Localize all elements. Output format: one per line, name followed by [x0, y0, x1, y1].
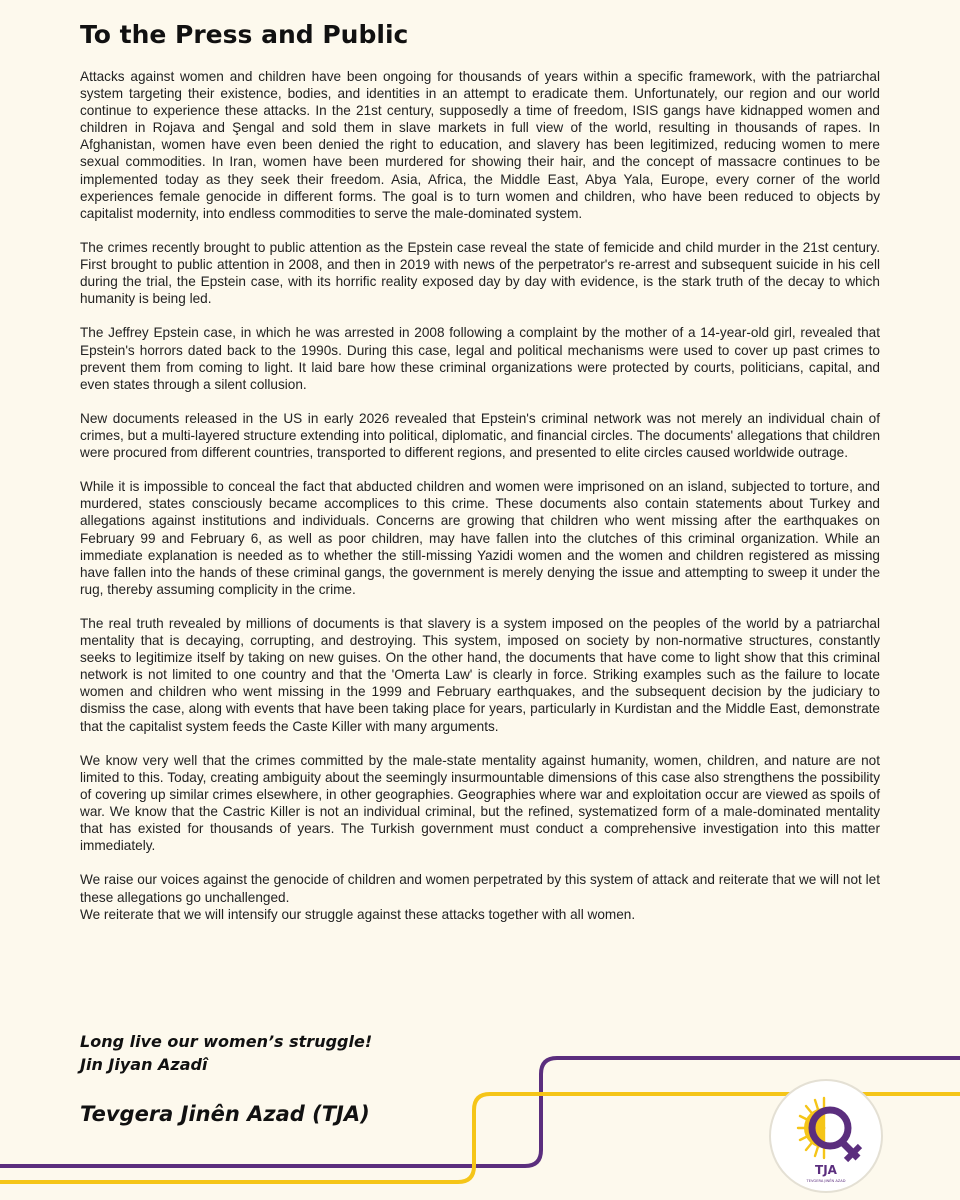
slogans — [80, 1030, 372, 1076]
slogan-struggle: Long live our women’s struggle! — [80, 1032, 373, 1051]
paragraph-6: The real truth revealed by millions of documents is that slavery is a system imposed on the peoples of the world by a patriarchal mentality that is decaying, corrupting, and destroying. This system, imposed on society by non-normative structures, constantly seeks to legitimize itself by taking on new guises. On the other hand, the documents that have come to light show that this criminal network is not limited to one country and that the 'Omerta Law' is clearly in force. Striking examples such as the failure to locate women and children who went missing in the 1999 and February earthquakes, and the subsequent decision by the judiciary to dismiss the case, along with events that have been taking place for years, particularly in Kurdistan and the Middle East, demonstrate that the capitalist system feeds the Caste Killer with many arguments. — [80, 616, 880, 734]
paragraph-8: We raise our voices against the genocide of children and women perpetrated by this system of attack and reiterate that we will not let these allegations go unchallenged. — [80, 872, 880, 905]
paragraph-7: We know very well that the crimes committed by the male-state mentality against humanity, women, children, and nature are not limited to this. Today, creating ambiguity about the seemingly insurmountable dimensions of this case also strengthens the possibility of covering up similar crimes elsewhere, in other geographies. Geographies where war and exploitation occur are viewed as spoils of war. We know that the Castric Killer is not an individual criminal, but the refined, systematized form of a male-dominated mentality that has existed for thousands of years. The Turkish government must conduct a comprehensive investigation into this matter immediately. — [80, 752, 880, 854]
paragraph-3: The Jeffrey Epstein case, in which he was arrested in 2008 following a complaint by the mother of a 14-year-old girl, revealed that Epstein's horrors dated back to the 1990s. During this case, legal and political mechanisms were used to cover up past crimes to prevent them from coming to light. It laid bare how these criminal organizations were protected by courts, politicians, capital, and even states through a silent collusion. — [80, 325, 880, 392]
logo-subtitle: TEVGERA JINÊN AZAD — [806, 1179, 846, 1183]
paragraph-9: We reiterate that we will intensify our struggle against these attacks together with all women. — [80, 906, 636, 922]
signature: Tevgera Jinên Azad (TJA) — [80, 1102, 370, 1126]
logo-abbreviation: TJA — [815, 1163, 837, 1177]
paragraph-4: New documents released in the US in early 2026 revealed that Epstein's criminal network was not merely an individual chain of crimes, but a multi-layered structure extending into political, diplomatic, and financial circles. The documents' allegations that children were procured from different countries, transported to different regions, and presented to elite circles caused worldwide outrage. — [80, 410, 880, 461]
paragraph-1: Attacks against women and children have been ongoing for thousands of years within a specific framework, with the patriarchal system targeting their existence, bodies, and identities in an attempt to eradicate them. Unfortunately, our region and our world continue to experience these attacks. In the 21st century, supposedly a time of freedom, ISIS gangs have kidnapped women and children in Rojava and Şengal and sold them in slave markets in full view of the world, resulting in thousands of rapes. In Afghanistan, women have even been denied the right to education, and slavery has been legitimized, reducing women to mere sexual commodities. In Iran, women have been murdered for showing their hair, and the concept of massacre continues to be implemented today as they seek their freedom. Asia, Africa, the Middle East, Abya Yala, Europe, every corner of the world experiences female genocide in different forms. The goal is to turn women and children, who have been reduced to objects by capitalist modernity, into endless commodities to serve the male-dominated system. — [80, 69, 880, 221]
document-body — [80, 68, 880, 923]
paragraph-5: While it is impossible to conceal the fact that abducted children and women were imprisoned on an island, subjected to torture, and murdered, states consciously became accomplices to this crime. These documents also contain statements about Turkey and allegations against institutions and individuals. Concerns are growing that children who went missing after the earthquakes on February 99 and February 6, as well as poor children, may have fallen into the clutches of this criminal organization. While an immediate explanation is needed as to whether the still-missing Yazidi women and the women and children registered as missing have fallen into the hands of these criminal gangs, the government is merely denying the issue and attempting to sweep it under the rug, thereby assuming complicity in the crime. — [80, 479, 880, 597]
document-title: To the Press and Public — [80, 20, 409, 49]
paragraph-2: The crimes recently brought to public attention as the Epstein case reveal the state of femicide and child murder in the 21st century. First brought to public attention in 2008, and then in 2019 with news of the perpetrator's re-arrest and subsequent suicide in his cell during the trial, the Epstein case, with its horrific reality exposed day by day with evidence, is the stark truth of the decay to which humanity is being led. — [80, 239, 880, 307]
tja-logo — [768, 1078, 884, 1194]
slogan-jin-jiyan-azadi: Jin Jiyan Azadî — [80, 1055, 208, 1074]
